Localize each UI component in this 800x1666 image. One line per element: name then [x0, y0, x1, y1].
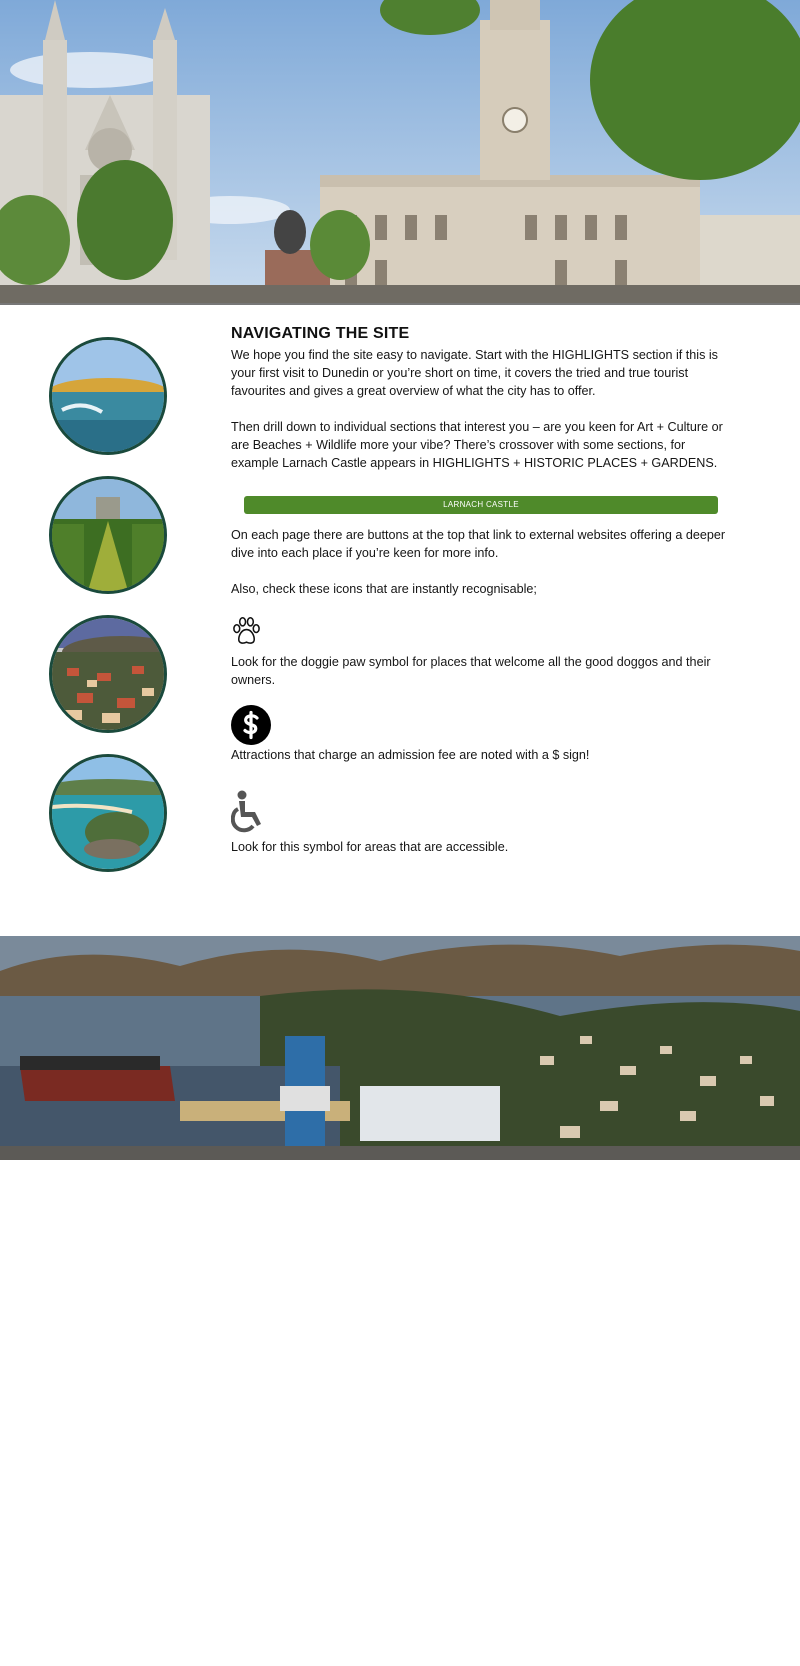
- hillside-houses-photo-icon: [52, 618, 164, 730]
- peninsula-beach-photo-icon: [52, 757, 164, 869]
- wheelchair-icon: [231, 790, 265, 836]
- dollar-row: [231, 705, 731, 764]
- paw-description: Look for the doggie paw symbol for places that welcome all the good doggos and their owners.: [231, 655, 711, 687]
- navigation-section: [231, 325, 731, 856]
- coastal-headland-photo-icon: [52, 340, 164, 452]
- paw-row: [231, 616, 731, 689]
- external-links-paragraph: On each page there are buttons at the top that link to external websites offering a deeper dive into each place if you’re keen for more info.: [231, 528, 726, 560]
- thumbnail-hillside: [49, 615, 167, 733]
- thumbnail-peninsula: [49, 754, 167, 872]
- accessible-description: Look for this symbol for areas that are accessible.: [231, 840, 509, 854]
- accessible-row: [231, 790, 731, 856]
- thumbnail-headland: [49, 337, 167, 455]
- dollar-description: Attractions that charge an admission fee are noted with a $ sign!: [231, 748, 590, 762]
- harbor-image: [0, 936, 800, 1160]
- dollar-sign-icon: [231, 705, 271, 745]
- section-title: NAVIGATING THE SITE: [231, 325, 410, 342]
- castle-garden-hedge-photo-icon: [52, 479, 164, 591]
- sections-paragraph: Then drill down to individual sections that interest you – are you keen for Art + Culture or are Beaches + Wildlife more your vibe? There’s crossover with some sections, for example Larnach Castle appears in HIGHLIGHTS + HISTORIC PLACES + GARDENS.: [231, 420, 723, 470]
- thumbnail-garden: [49, 476, 167, 594]
- paw-icon: [231, 616, 262, 647]
- intro-paragraph: We hope you find the site easy to navigate. Start with the HIGHLIGHTS section if this is your first visit to Dunedin or you’re short on time, it covers the tried and true tourist favourites and gives a great overview of what the city has to offer.: [231, 348, 718, 398]
- hero-image: [0, 0, 800, 305]
- icons-intro-paragraph: Also, check these icons that are instantly recognisable;: [231, 582, 537, 596]
- larnach-castle-button[interactable]: LARNACH CASTLE: [244, 496, 718, 514]
